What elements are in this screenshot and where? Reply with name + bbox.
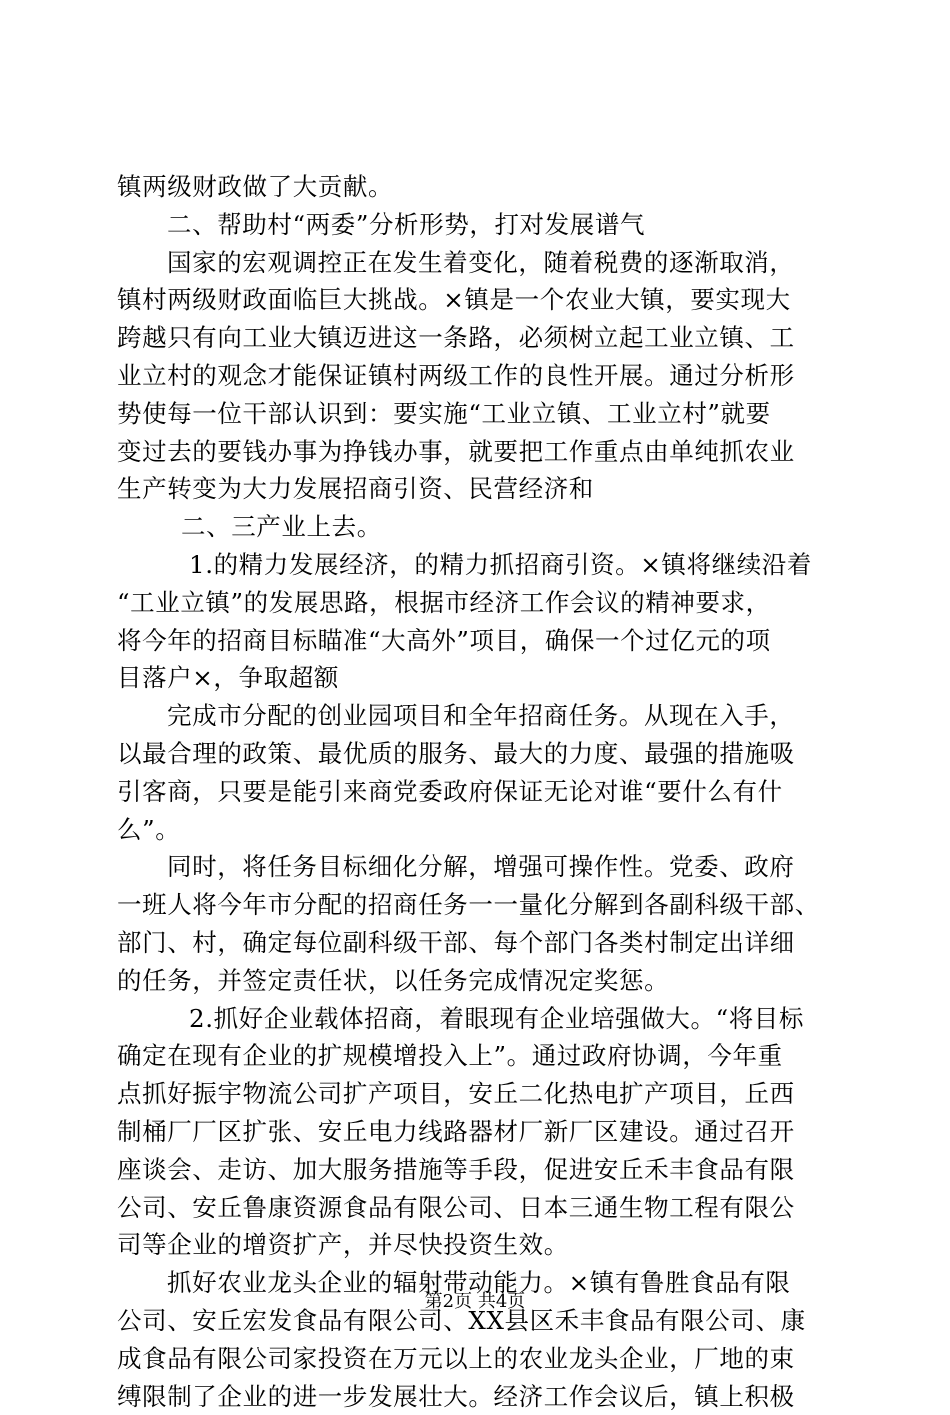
text-line: 缚限制了企业的进一步发展壮大。经济工作会议后，镇上积极 bbox=[117, 1378, 837, 1415]
text-line: 跨越只有向工业大镇迈进这一条路，必须树立起工业立镇、工 bbox=[117, 319, 837, 357]
numbered-item: 1.的精力发展经济，的精力抓招商引资。×镇将继续沿着 bbox=[117, 546, 837, 584]
text-line: 成食品有限公司家投资在万元以上的农业龙头企业，厂地的束 bbox=[117, 1340, 837, 1378]
text-line: 同时，将任务目标细化分解，增强可操作性。党委、政府 bbox=[117, 848, 837, 886]
text-line: “工业立镇”的发展思路，根据市经济工作会议的精神要求， bbox=[117, 584, 837, 622]
text-line: 公司、安丘宏发食品有限公司、XX县区禾丰食品有限公司、康 bbox=[117, 1302, 837, 1340]
text-line: 势使每一位干部认识到：要实施“工业立镇、工业立村”就要 bbox=[117, 395, 837, 433]
text-line: 镇两级财政做了大贡献。 bbox=[117, 168, 837, 206]
text-line: 业立村的观念才能保证镇村两级工作的良性开展。通过分析形 bbox=[117, 357, 837, 395]
text-line: 的任务，并签定责任状，以任务完成情况定奖惩。 bbox=[117, 962, 837, 1000]
text-line: 座谈会、走访、加大服务措施等手段，促进安丘禾丰食品有限 bbox=[117, 1151, 837, 1189]
body-text bbox=[117, 168, 837, 1415]
numbered-item: 2.抓好企业载体招商，着眼现有企业培强做大。“将目标 bbox=[117, 1000, 837, 1038]
text-line: 引客商，只要是能引来商党委政府保证无论对谁“要什么有什 bbox=[117, 773, 837, 811]
text-line: 司等企业的增资扩产，并尽快投资生效。 bbox=[117, 1226, 837, 1264]
text-line: 么”。 bbox=[117, 811, 837, 849]
section-heading: 二、帮助村“两委”分析形势，打对发展谱气 bbox=[117, 206, 837, 244]
text-line: 国家的宏观调控正在发生着变化，随着税费的逐渐取消， bbox=[117, 244, 837, 282]
page-number-footer: 第2页 共4页 bbox=[0, 1290, 950, 1314]
text-line: 部门、村，确定每位副科级干部、每个部门各类村制定出详细 bbox=[117, 924, 837, 962]
text-line: 将今年的招商目标瞄准“大高外”项目，确保一个过亿元的项 bbox=[117, 622, 837, 660]
text-line: 抓好农业龙头企业的辐射带动能力。×镇有鲁胜食品有限 bbox=[117, 1264, 837, 1302]
text-line: 生产转变为大力发展招商引资、民营经济和 bbox=[117, 470, 837, 508]
text-line: 公司、安丘鲁康资源食品有限公司、日本三通生物工程有限公 bbox=[117, 1189, 837, 1227]
text-line: 以最合理的政策、最优质的服务、最大的力度、最强的措施吸 bbox=[117, 735, 837, 773]
text-line: 镇村两级财政面临巨大挑战。×镇是一个农业大镇，要实现大 bbox=[117, 281, 837, 319]
text-line: 目落户×，争取超额 bbox=[117, 659, 837, 697]
text-line: 一班人将今年市分配的招商任务一一量化分解到各副科级干部、 bbox=[117, 886, 837, 924]
text-line: 确定在现有企业的扩规模增投入上”。通过政府协调，今年重 bbox=[117, 1037, 837, 1075]
text-line: 二、三产业上去。 bbox=[117, 508, 837, 546]
text-line: 点抓好振宇物流公司扩产项目，安丘二化热电扩产项目，丘西 bbox=[117, 1075, 837, 1113]
text-line: 制桶厂厂区扩张、安丘电力线路器材厂新厂区建设。通过召开 bbox=[117, 1113, 837, 1151]
text-line: 变过去的要钱办事为挣钱办事，就要把工作重点由单纯抓农业 bbox=[117, 433, 837, 471]
text-line: 完成市分配的创业园项目和全年招商任务。从现在入手， bbox=[117, 697, 837, 735]
